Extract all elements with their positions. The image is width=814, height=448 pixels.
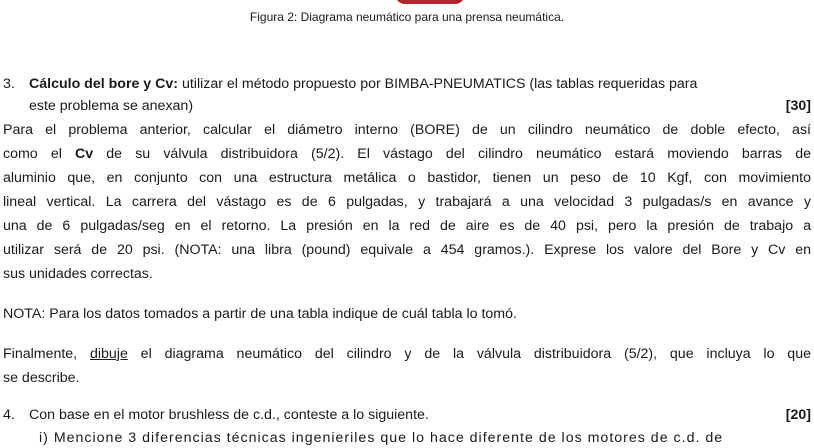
q3-points: [30] [785, 98, 811, 114]
q3-heading-line2 [3, 96, 811, 116]
q4-cut-text: i) Mencione 3 diferencias técnicas ingenieriles que lo hace diferente de los motores de c.d. de [39, 430, 724, 446]
q3-para-line-1: Para el problema anterior, calcular el diámetro interno (BORE) de un cilindro neumático de doble efecto, así [3, 122, 811, 138]
q3-para-line-2a: como el [3, 146, 76, 162]
q3-para-line-7: sus unidades correctas. [3, 266, 153, 282]
q4-title: Con base en el motor brushless de c.d., conteste a lo siguiente. [29, 407, 429, 423]
q3-para-line-2 [3, 144, 811, 164]
q3-final-c: el diagrama neumático del cilindro y de la válvula distribuidora (5/2), que incluya lo que [127, 346, 811, 362]
figure-edge [395, 0, 465, 4]
q3-title: Cálculo del bore y Cv: [29, 76, 179, 92]
q3-heading [3, 74, 811, 94]
q3-para-line-2c: de su válvula distribuidora (5/2). El vástago del cilindro neumático estará moviendo barras de [93, 146, 811, 162]
q3-final-line-1 [3, 344, 811, 364]
q3-para-line-3: aluminio que, en conjunto con una estructura metálica o bastidor, tienen un peso de 10 Kgf, con movimiento [3, 170, 811, 186]
q4-number: 4. [3, 407, 15, 423]
q3-para-line-5: una de 6 pulgadas/seg en el retorno. La presión en la red de aire es de 40 psi, pero la presión de trabajo a [3, 218, 811, 234]
q3-line2: este problema se anexan) [29, 98, 194, 114]
q3-number: 3. [3, 76, 15, 92]
q4-heading [3, 405, 811, 425]
q4-cut-line [3, 428, 811, 446]
q3-final-a: Finalmente, [3, 346, 90, 362]
q3-nota: NOTA: Para los datos tomados a partir de una tabla indique de cuál tabla lo tomó. [3, 306, 517, 322]
q3-intro: utilizar el método propuesto por BIMBA-PNEUMATICS (las tablas requeridas para [178, 76, 698, 92]
cv-term: Cv [75, 146, 94, 162]
dibuje-term: dibuje [89, 346, 128, 362]
q3-para-line-4: lineal vertical. La carrera del vástago es de 6 pulgadas, y trabajará a una velocidad 3 pulgadas/s en avance y [3, 194, 811, 210]
q3-para-line-6: utilizar será de 20 psi. (NOTA: una libra (pound) equivale a 454 gramos.). Exprese los valore del Bore y Cv en [3, 242, 811, 258]
figure-caption: Figura 2: Diagrama neumático para una prensa neumática. [249, 10, 565, 24]
q3-final-line-2: se describe. [3, 370, 80, 386]
q4-points: [20] [785, 407, 811, 423]
